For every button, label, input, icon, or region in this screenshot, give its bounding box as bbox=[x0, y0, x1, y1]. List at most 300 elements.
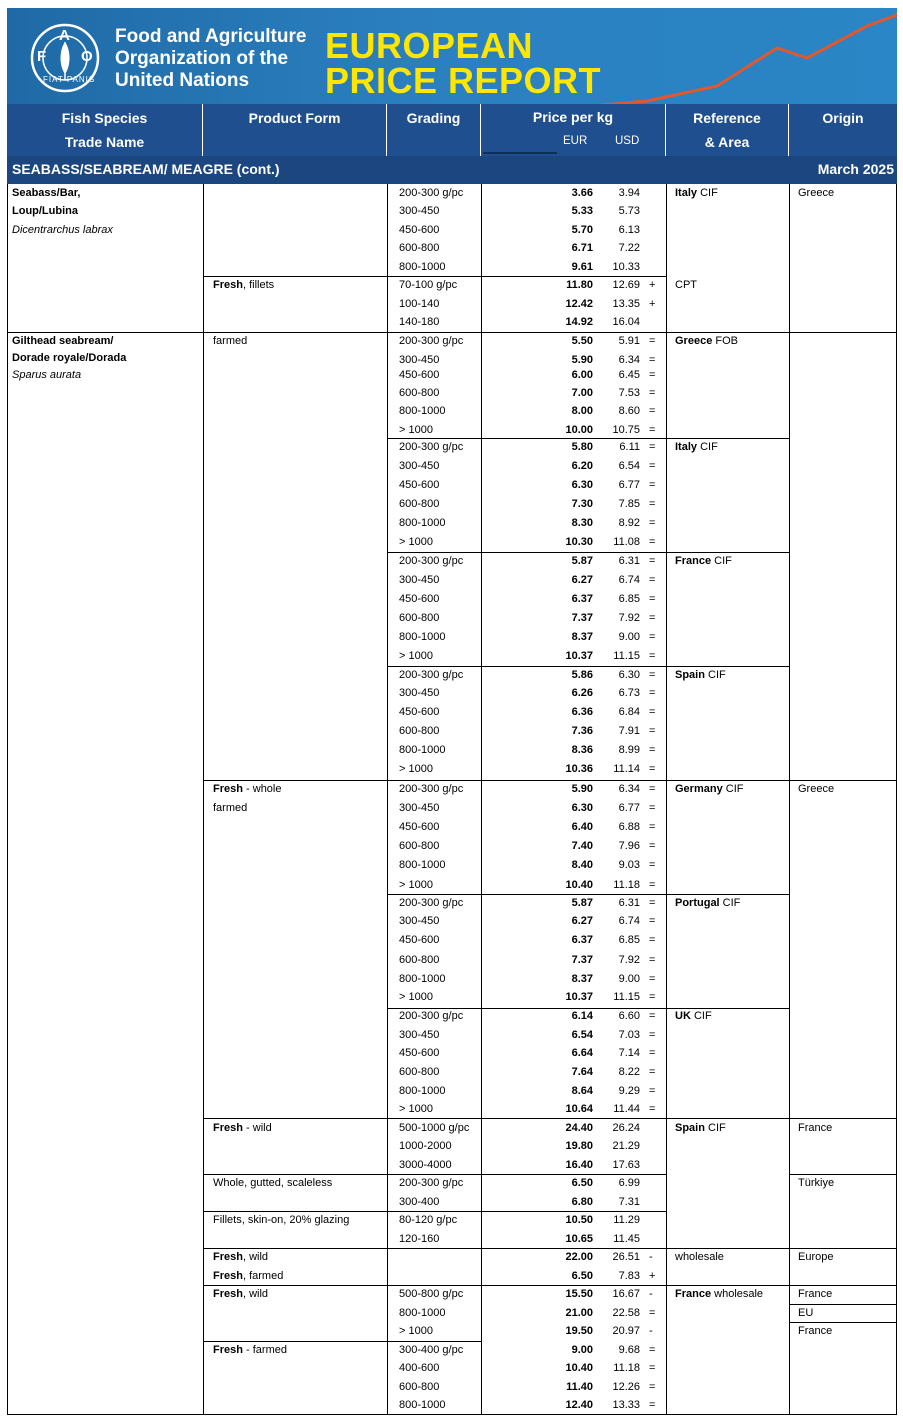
reference-area bbox=[675, 279, 697, 292]
product-form bbox=[213, 1270, 283, 1283]
trend-indicator: = bbox=[649, 821, 656, 833]
grade-cell: 800-1000 bbox=[399, 1399, 446, 1411]
trend-indicator: = bbox=[649, 441, 656, 453]
price-usd: 9.68 bbox=[618, 1344, 640, 1356]
price-sub-divider bbox=[483, 152, 557, 154]
price-eur: 7.36 bbox=[571, 725, 593, 737]
trend-indicator: = bbox=[649, 517, 656, 529]
grade-cell: 300-450 bbox=[399, 802, 440, 814]
grade-cell: 800-1000 bbox=[399, 859, 446, 871]
price-usd: 9.29 bbox=[618, 1085, 640, 1097]
grade-cell: 600-800 bbox=[399, 1066, 440, 1078]
trend-indicator: = bbox=[649, 840, 656, 852]
product-form-bold: Fresh bbox=[213, 783, 243, 795]
grade-cell: 200-300 g/pc bbox=[399, 335, 464, 347]
fao-logo-letter-a: A bbox=[59, 27, 70, 44]
grade-cell: 800-1000 bbox=[399, 1307, 446, 1319]
price-usd: 6.11 bbox=[619, 441, 640, 453]
price-usd: 6.77 bbox=[618, 802, 640, 814]
col-origin-header bbox=[789, 104, 897, 156]
trend-indicator: = bbox=[649, 498, 656, 510]
reference-rest: CIF bbox=[690, 1010, 712, 1022]
price-usd: 11.14 bbox=[613, 763, 640, 775]
trend-indicator: = bbox=[649, 1047, 656, 1059]
trend-indicator: = bbox=[649, 1010, 656, 1022]
reference-area bbox=[675, 335, 738, 348]
trend-indicator: = bbox=[649, 555, 656, 567]
price-usd: 6.31 bbox=[618, 897, 640, 909]
grade-cell: 300-450 bbox=[399, 205, 440, 217]
trend-indicator: = bbox=[649, 593, 656, 605]
price-eur: 7.64 bbox=[571, 1066, 593, 1078]
report-banner bbox=[7, 8, 897, 104]
grade-cell: 200-300 g/pc bbox=[399, 1010, 464, 1022]
trend-line-graphic bbox=[567, 13, 897, 104]
price-eur: 7.30 bbox=[571, 498, 593, 510]
price-eur: 7.40 bbox=[571, 840, 593, 852]
price-usd: 6.74 bbox=[618, 574, 640, 586]
col-grading-header bbox=[387, 104, 481, 156]
price-eur: 10.40 bbox=[565, 879, 593, 891]
reference-bold: Portugal bbox=[675, 897, 720, 909]
reference-rest: CIF bbox=[722, 783, 744, 795]
reference-bold: Greece bbox=[675, 335, 713, 347]
price-eur: 6.50 bbox=[571, 1177, 593, 1189]
price-usd: 11.44 bbox=[613, 1103, 640, 1115]
price-usd: 6.30 bbox=[618, 669, 640, 681]
grade-cell: 1000-2000 bbox=[399, 1140, 452, 1152]
grade-cell: > 1000 bbox=[399, 424, 433, 436]
species-1-name-line-2: Loup/Lubina bbox=[12, 205, 78, 217]
trend-indicator: = bbox=[649, 650, 656, 662]
trend-indicator: = bbox=[649, 1362, 656, 1374]
product-form-rest: , fillets bbox=[242, 279, 275, 291]
price-eur: 6.30 bbox=[571, 479, 593, 491]
price-eur: 8.30 bbox=[571, 517, 593, 529]
price-eur: 5.50 bbox=[571, 335, 593, 347]
trend-indicator: = bbox=[649, 973, 656, 985]
price-usd: 8.60 bbox=[618, 405, 640, 417]
col-grading-label: Grading bbox=[406, 110, 461, 126]
price-usd: 7.92 bbox=[618, 612, 640, 624]
reference-area bbox=[675, 1010, 712, 1023]
product-form-bold: Fresh bbox=[213, 279, 243, 291]
price-eur: 6.27 bbox=[571, 574, 593, 586]
col-price-header bbox=[481, 104, 666, 156]
price-usd: 11.18 bbox=[613, 1362, 640, 1374]
price-eur: 6.27 bbox=[571, 915, 593, 927]
price-eur: 6.26 bbox=[571, 687, 593, 699]
price-eur: 6.80 bbox=[571, 1196, 593, 1208]
trend-indicator: = bbox=[649, 1399, 656, 1411]
grade-cell: 600-800 bbox=[399, 612, 440, 624]
price-eur: 6.00 bbox=[571, 369, 593, 381]
origin: France bbox=[798, 1288, 833, 1300]
grade-cell: 800-1000 bbox=[399, 631, 446, 643]
price-usd: 5.91 bbox=[618, 335, 640, 347]
price-usd: 22.58 bbox=[612, 1307, 640, 1319]
product-form-rest: - farmed bbox=[242, 1344, 287, 1356]
price-eur: 6.20 bbox=[571, 460, 593, 472]
grade-cell: 600-800 bbox=[399, 242, 440, 254]
grade-cell: 80-120 g/pc bbox=[399, 1214, 458, 1226]
price-usd: 6.84 bbox=[618, 706, 640, 718]
price-eur: 19.80 bbox=[565, 1140, 593, 1152]
price-eur: 7.00 bbox=[571, 387, 593, 399]
org-name-line-2: Organization of the bbox=[115, 48, 289, 69]
product-form bbox=[213, 1214, 349, 1227]
trend-indicator: = bbox=[649, 991, 656, 1003]
reference-area bbox=[675, 441, 718, 454]
grade-cell: 800-1000 bbox=[399, 1085, 446, 1097]
product-form-rest: farmed bbox=[213, 802, 248, 814]
product-form-bold: Fresh bbox=[213, 1288, 243, 1300]
price-usd: 11.08 bbox=[613, 536, 640, 548]
price-eur: 5.86 bbox=[571, 669, 593, 681]
price-eur: 5.87 bbox=[571, 555, 593, 567]
price-eur: 10.50 bbox=[565, 1214, 593, 1226]
trend-indicator: = bbox=[649, 897, 656, 909]
reference-area bbox=[675, 1288, 763, 1301]
grade-cell: 800-1000 bbox=[399, 405, 446, 417]
price-usd: 7.91 bbox=[618, 725, 640, 737]
reference-rest: CIF bbox=[697, 187, 718, 199]
trend-indicator: = bbox=[649, 574, 656, 586]
grade-cell: 600-800 bbox=[399, 498, 440, 510]
trend-indicator: = bbox=[649, 387, 656, 399]
price-usd: 8.99 bbox=[618, 744, 640, 756]
grade-cell: 140-180 bbox=[399, 316, 440, 328]
price-eur: 12.42 bbox=[565, 298, 593, 310]
col-price-label: Price per kg bbox=[532, 109, 614, 125]
trend-indicator: - bbox=[649, 1251, 653, 1263]
fao-logo-letter-o: O bbox=[81, 48, 93, 65]
price-usd: 11.45 bbox=[613, 1233, 640, 1245]
col-eur-label: EUR bbox=[563, 135, 588, 147]
price-usd: 6.77 bbox=[618, 479, 640, 491]
grade-cell: 800-1000 bbox=[399, 973, 446, 985]
product-form bbox=[213, 1344, 287, 1357]
price-usd: 26.24 bbox=[612, 1122, 640, 1134]
col-usd-label: USD bbox=[615, 135, 640, 147]
col-reference-line-2: & Area bbox=[704, 134, 750, 150]
trend-indicator: = bbox=[649, 631, 656, 643]
price-usd: 6.31 bbox=[618, 555, 640, 567]
trend-indicator: - bbox=[649, 1288, 653, 1300]
trend-indicator: = bbox=[649, 879, 656, 891]
reference-area bbox=[675, 669, 726, 682]
price-eur: 5.80 bbox=[571, 441, 593, 453]
product-form bbox=[213, 279, 274, 292]
price-eur: 5.70 bbox=[571, 224, 593, 236]
org-name-line-1: Food and Agriculture bbox=[115, 26, 307, 47]
col-origin-label: Origin bbox=[822, 110, 864, 126]
table-header bbox=[7, 104, 897, 156]
price-eur: 5.90 bbox=[571, 354, 593, 366]
grade-cell: 450-600 bbox=[399, 479, 440, 491]
price-usd: 6.85 bbox=[618, 934, 640, 946]
price-eur: 6.40 bbox=[571, 821, 593, 833]
grade-cell: 200-300 g/pc bbox=[399, 555, 464, 567]
trend-indicator: + bbox=[649, 279, 656, 291]
reference-bold: Spain bbox=[675, 669, 705, 681]
grade-cell: > 1000 bbox=[399, 536, 433, 548]
section-date: March 2025 bbox=[817, 161, 894, 177]
price-usd: 10.75 bbox=[612, 424, 640, 436]
trend-indicator: = bbox=[649, 744, 656, 756]
grade-cell: 300-450 bbox=[399, 915, 440, 927]
grade-cell: > 1000 bbox=[399, 991, 433, 1003]
price-eur: 7.37 bbox=[571, 954, 593, 966]
price-eur: 5.33 bbox=[571, 205, 593, 217]
product-form-rest: - whole bbox=[242, 783, 282, 795]
grade-cell: 300-450 bbox=[399, 687, 440, 699]
reference-area bbox=[675, 1251, 724, 1264]
reference-bold: Italy bbox=[675, 187, 698, 199]
price-usd: 6.54 bbox=[618, 460, 640, 472]
price-usd: 9.00 bbox=[618, 973, 640, 985]
species-2-name-line-1: Gilthead seabream/ bbox=[12, 335, 114, 347]
price-usd: 6.45 bbox=[618, 369, 640, 381]
origin: Türkiye bbox=[798, 1177, 835, 1189]
origin: France bbox=[798, 1325, 833, 1337]
price-usd: 7.83 bbox=[618, 1270, 640, 1282]
grade-cell: 600-800 bbox=[399, 1381, 440, 1393]
grade-cell: 200-300 g/pc bbox=[399, 783, 464, 795]
price-eur: 6.50 bbox=[571, 1270, 593, 1282]
price-usd: 9.03 bbox=[618, 859, 640, 871]
trend-indicator: = bbox=[649, 1066, 656, 1078]
product-form-bold: Fresh bbox=[213, 1251, 243, 1263]
product-form-rest: farmed bbox=[213, 335, 248, 347]
price-eur: 10.36 bbox=[565, 763, 593, 775]
trend-indicator: + bbox=[649, 298, 656, 310]
price-usd: 6.34 bbox=[618, 354, 640, 366]
product-form-rest: - wild bbox=[242, 1122, 272, 1134]
product-form-bold: Fresh bbox=[213, 1270, 243, 1282]
grade-cell: 400-600 bbox=[399, 1362, 440, 1374]
price-usd: 7.14 bbox=[618, 1047, 640, 1059]
price-eur: 9.00 bbox=[571, 1344, 593, 1356]
price-eur: 24.40 bbox=[565, 1122, 593, 1134]
grade-cell: 200-300 g/pc bbox=[399, 669, 464, 681]
product-form bbox=[213, 1177, 332, 1190]
price-usd: 7.92 bbox=[618, 954, 640, 966]
fao-logo-motto: FIAT PANIS bbox=[43, 75, 96, 84]
price-usd: 11.15 bbox=[613, 650, 640, 662]
origin: Greece bbox=[798, 187, 835, 199]
price-eur: 6.30 bbox=[571, 802, 593, 814]
grade-cell: 300-450 bbox=[399, 460, 440, 472]
product-form-rest: Fillets, skin-on, 20% glazing bbox=[213, 1214, 350, 1226]
section-bar bbox=[7, 156, 897, 184]
price-usd: 11.18 bbox=[613, 879, 640, 891]
product-form bbox=[213, 335, 247, 348]
price-usd: 10.33 bbox=[612, 261, 640, 273]
grade-cell: 200-300 g/pc bbox=[399, 1177, 464, 1189]
price-usd: 17.63 bbox=[612, 1159, 640, 1171]
price-eur: 9.61 bbox=[571, 261, 593, 273]
trend-indicator: = bbox=[649, 354, 656, 366]
trend-indicator: = bbox=[649, 335, 656, 347]
price-eur: 10.00 bbox=[565, 424, 593, 436]
grade-cell: 70-100 g/pc bbox=[399, 279, 458, 291]
species-1-latin: Dicentrarchus labrax bbox=[12, 224, 113, 236]
species-2-name-line-2: Dorade royale/Dorada bbox=[12, 352, 127, 364]
trend-indicator: = bbox=[649, 1344, 656, 1356]
reference-rest: wholesale bbox=[711, 1288, 764, 1300]
price-usd: 7.03 bbox=[618, 1029, 640, 1041]
trend-indicator: = bbox=[649, 802, 656, 814]
price-usd: 6.85 bbox=[618, 593, 640, 605]
price-usd: 26.51 bbox=[612, 1251, 640, 1263]
trend-indicator: = bbox=[649, 1103, 656, 1115]
grade-cell: 500-800 g/pc bbox=[399, 1288, 464, 1300]
trend-indicator: = bbox=[649, 536, 656, 548]
price-usd: 8.22 bbox=[618, 1066, 640, 1078]
price-eur: 11.80 bbox=[566, 279, 593, 291]
grade-cell: 600-800 bbox=[399, 387, 440, 399]
reference-rest: CIF bbox=[711, 555, 732, 567]
price-usd: 7.22 bbox=[618, 242, 640, 254]
product-form-bold: Fresh bbox=[213, 1122, 243, 1134]
grade-cell: 200-300 g/pc bbox=[399, 187, 464, 199]
price-usd: 13.35 bbox=[612, 298, 640, 310]
col-product-header bbox=[203, 104, 387, 156]
price-eur: 8.37 bbox=[571, 973, 593, 985]
price-eur: 12.40 bbox=[565, 1399, 593, 1411]
report-title-line-2: PRICE REPORT bbox=[325, 60, 602, 101]
grade-cell: 300-450 bbox=[399, 354, 440, 366]
trend-indicator: - bbox=[649, 1325, 653, 1337]
origin: EU bbox=[798, 1307, 814, 1319]
grade-cell: 600-800 bbox=[399, 954, 440, 966]
grade-cell: > 1000 bbox=[399, 879, 433, 891]
grade-cell: 450-600 bbox=[399, 934, 440, 946]
price-eur: 10.64 bbox=[565, 1103, 593, 1115]
trend-indicator: = bbox=[649, 915, 656, 927]
species-2-latin: Sparus aurata bbox=[12, 369, 82, 381]
reference-rest: CIF bbox=[704, 669, 726, 681]
trend-indicator: = bbox=[649, 763, 656, 775]
trend-indicator: = bbox=[649, 783, 656, 795]
price-usd: 16.04 bbox=[612, 316, 640, 328]
price-eur: 10.30 bbox=[565, 536, 593, 548]
price-usd: 5.73 bbox=[618, 205, 640, 217]
product-form-bold: Fresh bbox=[213, 1344, 243, 1356]
grade-cell: 120-160 bbox=[399, 1233, 440, 1245]
grade-cell: > 1000 bbox=[399, 1103, 433, 1115]
grade-cell: 450-600 bbox=[399, 1047, 440, 1059]
price-usd: 6.34 bbox=[618, 783, 640, 795]
grade-cell: 500-1000 g/pc bbox=[399, 1122, 470, 1134]
reference-bold: France bbox=[675, 1288, 712, 1300]
price-eur: 8.00 bbox=[571, 405, 593, 417]
product-form bbox=[213, 783, 282, 796]
price-usd: 11.15 bbox=[613, 991, 640, 1003]
reference-rest: CPT bbox=[675, 279, 697, 291]
fao-logo-letter-f: F bbox=[37, 48, 47, 65]
section-title: SEABASS/SEABREAM/ MEAGRE (cont.) bbox=[12, 161, 280, 177]
reference-bold: Germany bbox=[675, 783, 723, 795]
trend-indicator: = bbox=[649, 405, 656, 417]
grade-cell: 300-450 bbox=[399, 1029, 440, 1041]
price-eur: 15.50 bbox=[565, 1288, 593, 1300]
price-eur: 8.64 bbox=[571, 1085, 593, 1097]
col-species-line-1: Fish Species bbox=[61, 110, 148, 126]
col-reference-line-1: Reference bbox=[693, 110, 761, 126]
trend-indicator: = bbox=[649, 954, 656, 966]
reference-rest: CIF bbox=[704, 1122, 726, 1134]
col-species-line-2: Trade Name bbox=[64, 134, 145, 150]
trend-indicator: = bbox=[649, 934, 656, 946]
trend-indicator: = bbox=[649, 706, 656, 718]
reference-area bbox=[675, 555, 732, 568]
reference-rest: FOB bbox=[712, 335, 738, 347]
price-usd: 6.13 bbox=[618, 224, 640, 236]
price-eur: 6.37 bbox=[571, 934, 593, 946]
price-usd: 7.85 bbox=[618, 498, 640, 510]
price-eur: 8.36 bbox=[571, 744, 593, 756]
grade-cell: 100-140 bbox=[399, 298, 440, 310]
origin: France bbox=[798, 1122, 833, 1134]
price-usd: 16.67 bbox=[612, 1288, 640, 1300]
price-eur: 22.00 bbox=[565, 1251, 593, 1263]
reference-area bbox=[675, 783, 743, 796]
price-eur: 10.65 bbox=[565, 1233, 593, 1245]
price-usd: 7.96 bbox=[618, 840, 640, 852]
grade-cell: 450-600 bbox=[399, 593, 440, 605]
price-eur: 5.87 bbox=[571, 897, 593, 909]
price-eur: 6.71 bbox=[571, 242, 593, 254]
product-form bbox=[213, 1122, 272, 1135]
trend-indicator: = bbox=[649, 1029, 656, 1041]
product-form-rest: , wild bbox=[242, 1288, 269, 1300]
grade-cell: 800-1000 bbox=[399, 744, 446, 756]
origin: Greece bbox=[798, 783, 835, 795]
price-eur: 21.00 bbox=[565, 1307, 593, 1319]
price-usd: 6.60 bbox=[618, 1010, 640, 1022]
trend-indicator: + bbox=[649, 1270, 656, 1282]
price-usd: 20.97 bbox=[612, 1325, 640, 1337]
reference-area bbox=[675, 897, 740, 910]
reference-rest: CIF bbox=[719, 897, 741, 909]
trend-indicator: = bbox=[649, 669, 656, 681]
trend-indicator: = bbox=[649, 1307, 656, 1319]
price-eur: 6.14 bbox=[571, 1010, 593, 1022]
report-title-line-1: EUROPEAN bbox=[325, 25, 534, 66]
reference-bold: France bbox=[675, 555, 712, 567]
price-eur: 5.90 bbox=[571, 783, 593, 795]
price-eur: 3.66 bbox=[571, 187, 593, 199]
grade-cell: 200-300 g/pc bbox=[399, 441, 464, 453]
grade-cell: 450-600 bbox=[399, 369, 440, 381]
price-usd: 8.92 bbox=[618, 517, 640, 529]
col-species-header bbox=[7, 104, 203, 156]
price-eur: 8.40 bbox=[571, 859, 593, 871]
grade-cell: 600-800 bbox=[399, 840, 440, 852]
trend-indicator: = bbox=[649, 725, 656, 737]
grade-cell: 800-1000 bbox=[399, 261, 446, 273]
price-usd: 6.73 bbox=[618, 687, 640, 699]
price-usd: 3.94 bbox=[618, 187, 640, 199]
grade-cell: 450-600 bbox=[399, 224, 440, 236]
col-product-label: Product Form bbox=[248, 110, 341, 126]
reference-area bbox=[675, 187, 718, 200]
grade-cell: > 1000 bbox=[399, 763, 433, 775]
trend-indicator: = bbox=[649, 424, 656, 436]
trend-indicator: = bbox=[649, 612, 656, 624]
